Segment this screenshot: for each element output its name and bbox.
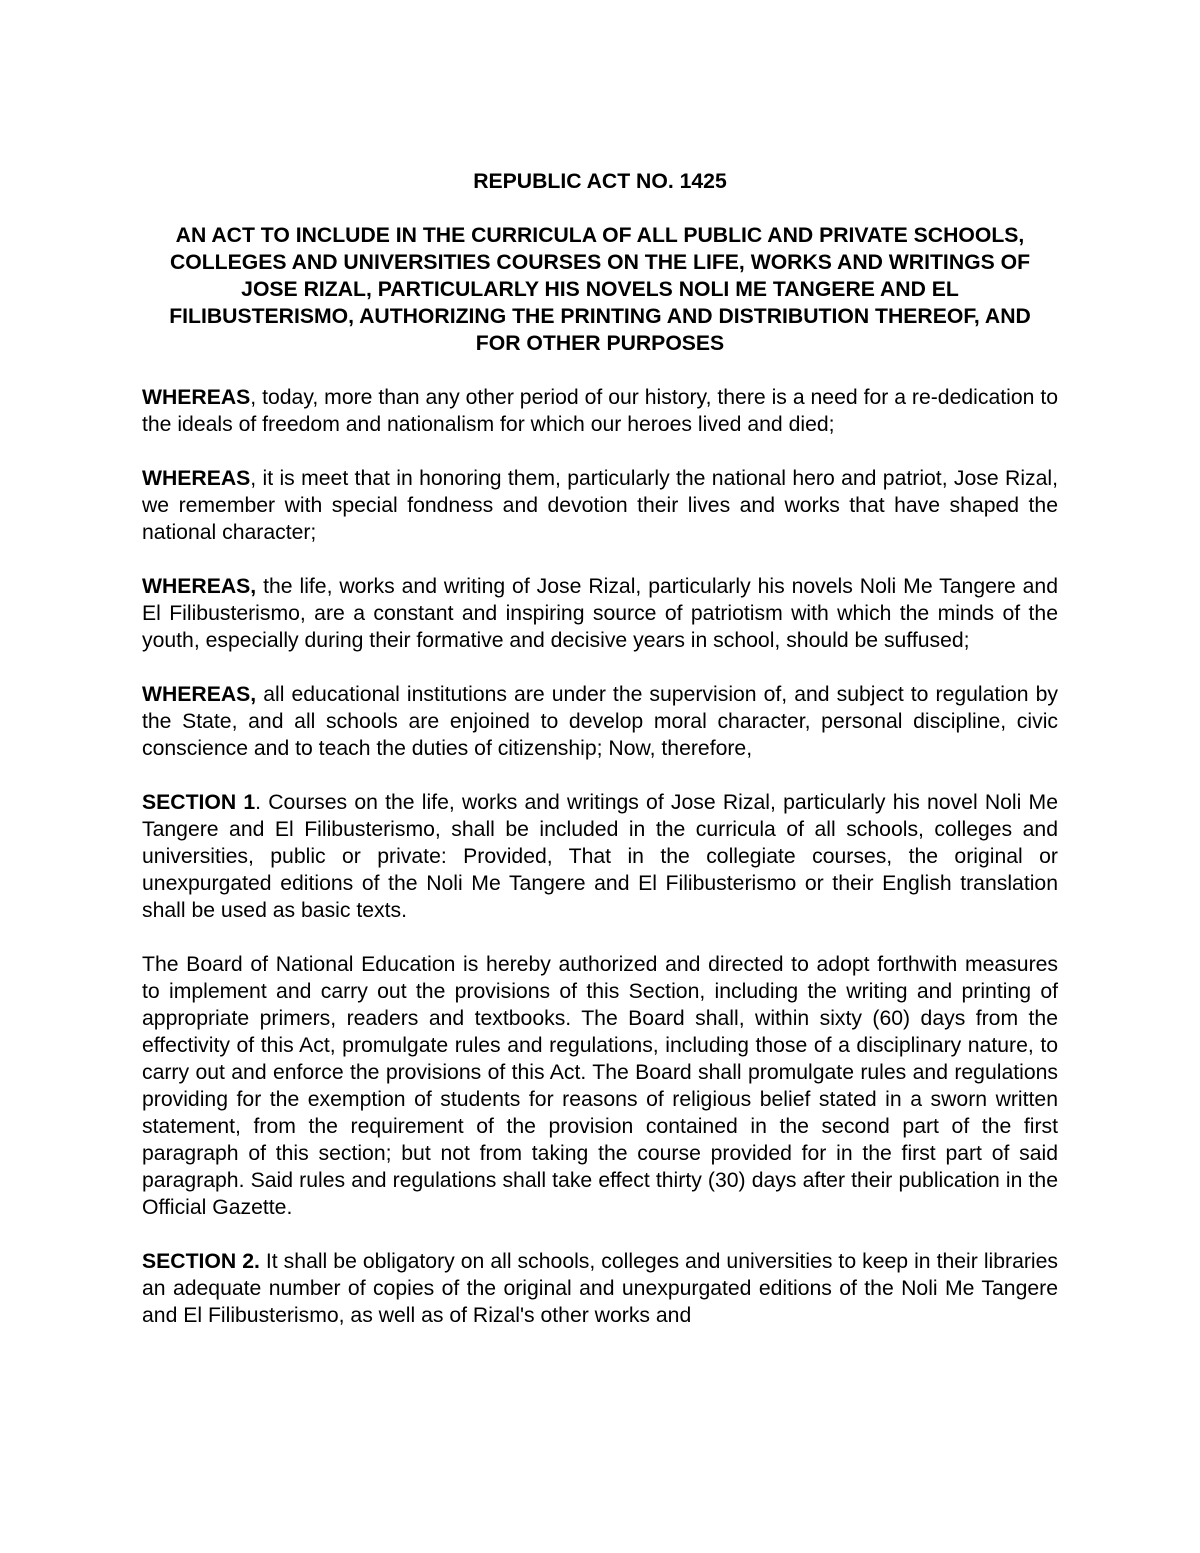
act-number: REPUBLIC ACT NO. 1425 xyxy=(473,170,727,193)
whereas-paragraph-1 xyxy=(142,384,1058,438)
paragraph-lead: SECTION 1 xyxy=(142,791,256,814)
paragraph-text: . Courses on the life, works and writings of Jose Rizal, particularly his novel Noli Me Tangere and El Filibusterismo, shall be included in the curricula of all schools, colleges and universities, public or private: Provided, That in the collegiate courses, the original or unexpurgated editions of the Noli Me Tangere and El Filibusterismo or their English translation shall be used as basic texts. xyxy=(142,791,1058,922)
paragraph-text: all educational institutions are under the supervision of, and subject to regulation by the State, and all schools are enjoined to develop moral character, personal discipline, civic conscience and to teach the duties of citizenship; Now, therefore, xyxy=(142,683,1058,760)
act-title: AN ACT TO INCLUDE IN THE CURRICULA OF ALL PUBLIC AND PRIVATE SCHOOLS, COLLEGES AND UNIVERSITIES COURSES ON THE LIFE, WORKS AND WRITINGS OF JOSE RIZAL, PARTICULARLY HIS NOVELS NOLI ME TANGERE AND EL FILIBUSTERISMO, AUTHORIZING THE PRINTING AND DISTRIBUTION THEREOF, AND FOR OTHER PURPOSES xyxy=(169,224,1031,355)
paragraph-lead: WHEREAS xyxy=(142,467,251,490)
whereas-paragraph-4 xyxy=(142,681,1058,762)
paragraph-text: , today, more than any other period of our history, there is a need for a re-dedication to the ideals of freedom and nationalism for which our heroes lived and died; xyxy=(142,386,1058,436)
board-paragraph xyxy=(142,951,1058,1221)
whereas-paragraph-2 xyxy=(142,465,1058,546)
paragraph-text: The Board of National Education is hereby authorized and directed to adopt forthwith measures to implement and carry out the provisions of this Section, including the writing and printing of appropriate primers, readers and textbooks. The Board shall, within sixty (60) days from the effectivity of this Act, promulgate rules and regulations, including those of a disciplinary nature, to carry out and enforce the provisions of this Act. The Board shall promulgate rules and regulations providing for the exemption of students for reasons of religious belief stated in a sworn written statement, from the requirement of the provision contained in the second part of the first paragraph of this section; but not from taking the course provided for in the first part of said paragraph. Said rules and regulations shall take effect thirty (30) days after their publication in the Official Gazette. xyxy=(142,953,1058,1219)
paragraph-lead: WHEREAS xyxy=(142,386,251,409)
section-1-paragraph xyxy=(142,789,1058,924)
paragraph-lead: SECTION 2. xyxy=(142,1250,260,1273)
document-page xyxy=(142,168,1058,1329)
section-2-paragraph xyxy=(142,1248,1058,1329)
paragraph-text: , it is meet that in honoring them, particularly the national hero and patriot, Jose Rizal, we remember with special fondness and devotion their lives and works that have shaped the national character; xyxy=(142,467,1058,544)
paragraph-text: It shall be obligatory on all schools, colleges and universities to keep in their libraries an adequate number of copies of the original and unexpurgated editions of the Noli Me Tangere and El Filibusterismo, as well as of Rizal's other works and xyxy=(142,1250,1059,1327)
paragraph-lead: WHEREAS, xyxy=(142,683,257,706)
paragraph-text: the life, works and writing of Jose Rizal, particularly his novels Noli Me Tangere and El Filibusterismo, are a constant and inspiring source of patriotism with which the minds of the youth, especially during their formative and decisive years in school, should be suffused; xyxy=(142,575,1058,652)
whereas-paragraph-3 xyxy=(142,573,1058,654)
paragraph-lead: WHEREAS, xyxy=(142,575,257,598)
